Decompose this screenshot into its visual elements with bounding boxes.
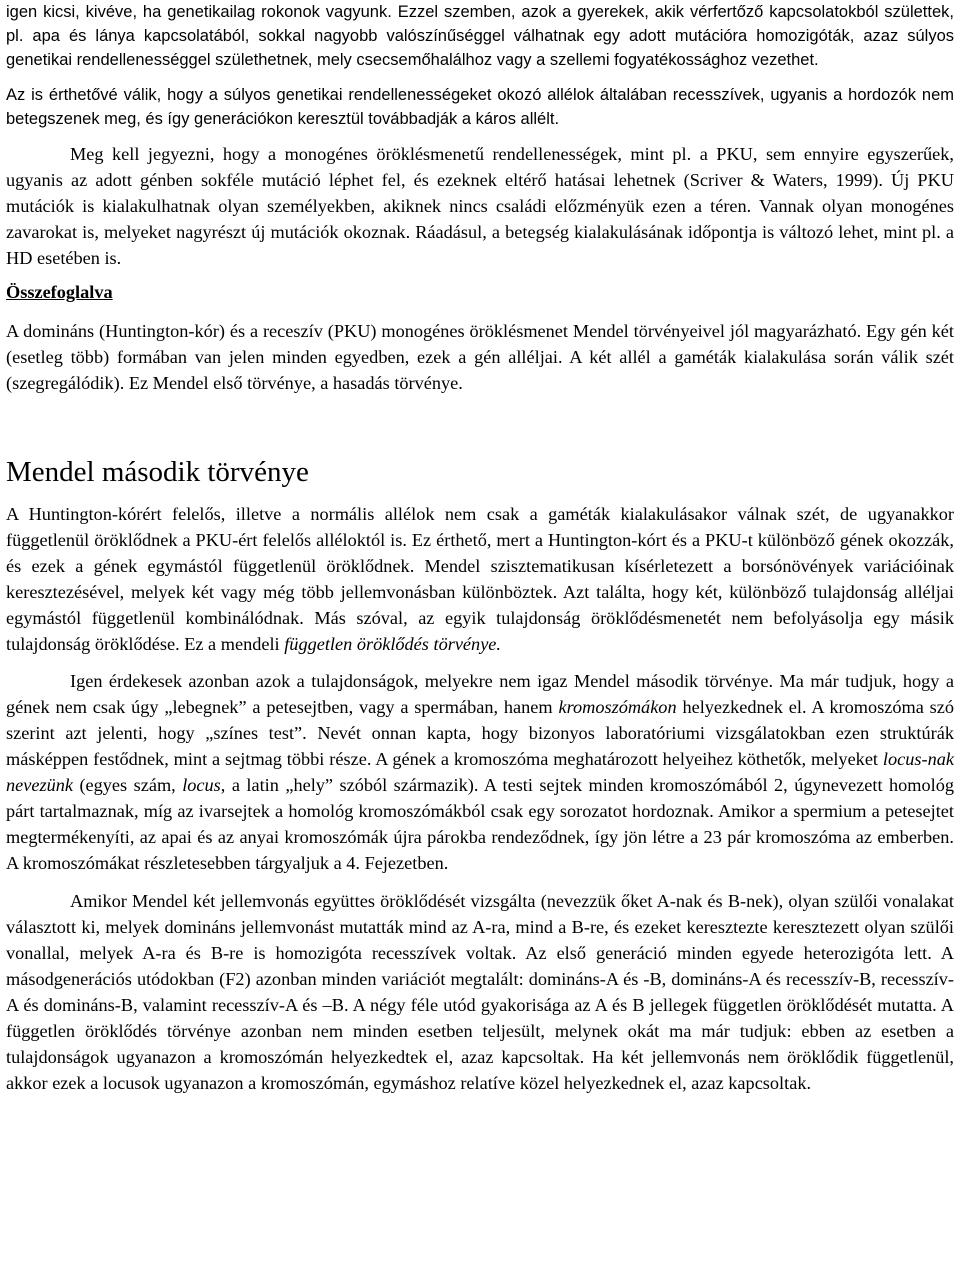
chromosomes-term: kromoszómákon: [558, 697, 677, 717]
paragraph-chromosomes: [6, 668, 954, 876]
paragraph-second-law: [6, 501, 954, 657]
paragraph-intro: igen kicsi, kivéve, ha genetikailag rokonok vagyunk. Ezzel szemben, azok a gyerekek, akik vérfertőző kapcsolatokból születtek, pl. apa és lánya kapcsolatából, sokkal nagyobb valószínűséggel válhatnak egy adott mutációra homozigóták, azaz súlyos genetikai rendellenességgel születhetnek, mely csecsemőhalálhoz vagy a szellemi fogyatékossághoz vezethet.: [6, 3, 954, 69]
paragraph-summary: A domináns (Huntington-kór) és a receszív (PKU) monogénes öröklésmenet Mendel törvényeivel jól magyarázható. Egy gén két (esetleg több) formában van jelen minden egyedben, ezek a gén alléljai. A két allél a gaméták kialakulása során válik szét (szegregálódik). Ez Mendel első törvénye, a hasadás törvénye.: [6, 321, 954, 393]
paragraph-note: Meg kell jegyezni, hogy a monogénes öröklésmenetű rendellenességek, mint pl. a PKU, sem ennyire egyszerűek, ugyanis az adott génben sokféle mutáció léphet fel, és ezeknek eltérő hatásai lehetnek (Scriver & Waters, 1999). Új PKU mutációk is kialakulhatnak olyan személyekben, akiknek nincs családi előzményük ezen a téren. Vannak olyan monogénes zavarokat is, melyeket nagyrészt új mutációk okoznak. Ráadásul, a betegség kialakulásának időpontja is változó lehet, mint pl. a HD esetében is.: [6, 144, 954, 268]
chromosomes-text-4: , a latin „hely” szóból származik). A testi sejtek minden kromoszómából 2, úgynevezett homológ párt tartalmaznak, míg az ivarsejtek a homológ kromoszómákból csak egy sorozatot hordoznak. Amikor a spermium a petesejtet megtermékenyíti, az apai és az anyai kromoszómák újra párokba rendeződnek, így jön létre a 23 pár kromoszóma az emberben. A kromoszómákat részletesebben tárgyaljuk a 4. Fejezetben.: [6, 775, 954, 873]
chromosomes-text-3: (egyes szám,: [79, 775, 176, 795]
section-heading: Mendel második törvénye: [6, 456, 309, 488]
paragraph-linkage: Amikor Mendel két jellemvonás együttes öröklődését vizsgálta (nevezzük őket A-nak és B-nek), olyan szülői vonalakat választott ki, melyek domináns jellemvonást mutatták mind az A-ra, mind a B-re, és ezeket keresztezte keresztezett olyan szülői vonallal, melyek A-ra és B-re is homozigóta recesszívek voltak. Az első generáció minden egyede heterozigóta lett. A másodgenerációs utódokban (F2) azonban minden variációt megtalált: domináns-A és -B, domináns-A és recesszív-B, recesszív-A és domináns-B, valamint recesszív-A és –B. A négy féle utód gyakorisága az A és B jellegek független öröklődését mutatta. A független öröklődés törvénye azonban nem minden esetben teljesült, melynek okát ma már tudjuk: ebben az esetben a tulajdonságok ugyanazon a kromoszómán helyezkedtek el, azaz kapcsoltak. Ha két jellemvonás nem öröklődik függetlenül, akkor ezek a locusok ugyanazon a kromoszómán, egymáshoz relatíve közel helyezkednek el, azaz kapcsoltak.: [6, 891, 954, 1093]
locus-singular-term: locus: [182, 775, 221, 795]
chromosomes-text-1: Igen érdekesek azonban azok a tulajdonságok, melyekre nem igaz Mendel második törvénye. Ma már tudjuk, hogy a gének nem csak úgy „lebegnek” a petesejtben, vagy a spermában, hanem: [6, 671, 954, 717]
summary-heading: Összefoglalva: [6, 282, 113, 302]
paragraph-second-law-text: A Huntington-kórért felelős, illetve a normális allélok nem csak a gaméták kialakulásakor válnak szét, de ugyanakkor függetlenül öröklődnek a PKU-ért felelős alléloktól is. Ez érthető, mert a Huntington-kórt és a PKU-t különböző gének okozzák, és ezek a gének egymástól függetlenül öröklődnek. Mendel szisztematikusan kísérletezett a borsónövények variációinak keresztezésével, melyek két vagy még több jellemvonásban különböztek. Azt találta, hogy két, különböző tulajdonság alléljai egymástól függetlenül kombinálódnak. Más szóval, az egyik tulajdonság öröklődésmenetét nem befolyásolja egy másik tulajdonság öröklődése. Ez a mendeli: [6, 504, 954, 654]
document-page: [6, 0, 954, 1096]
locus-term: locus-nak nevezünk: [6, 749, 954, 795]
chromosomes-text-2: helyezkednek el. A kromoszóma szó szerint azt jelenti, hogy „színes test”. Nevét onnan kapta, hogy bizonyos laboratóriumi vizsgálatokban ezen struktúrák másképpen festődnek, mint a sejtmag többi része. A gének a kromoszóma meghatározott helyeihez köthetők, melyeket: [6, 697, 955, 769]
paragraph-recessive: Az is érthetővé válik, hogy a súlyos genetikai rendellenességeket okozó allélok általában recesszívek, ugyanis a hordozók nem betegszenek meg, és így generációkon keresztül továbbadják a káros allélt.: [6, 86, 954, 128]
independent-inheritance-term: független öröklődés törvénye.: [284, 634, 501, 654]
